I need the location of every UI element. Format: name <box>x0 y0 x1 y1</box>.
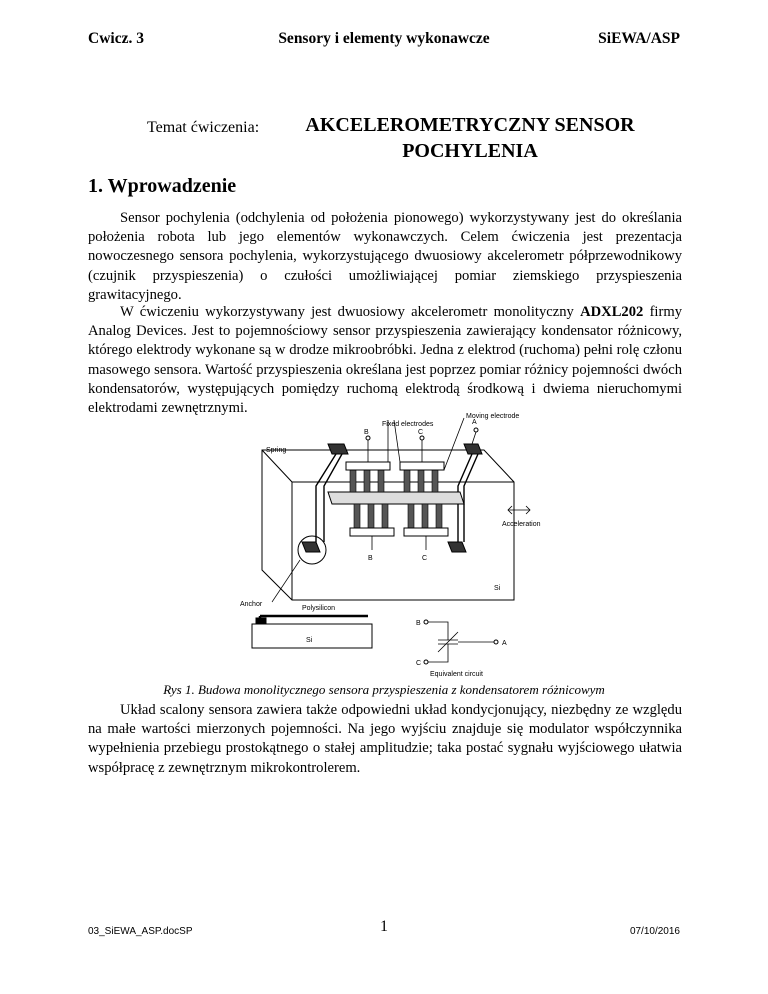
figure-caption: Rys 1. Budowa monolitycznego sensora przyspieszenia z kondensatorem różnicowym <box>163 682 605 697</box>
circuit-b-label: B <box>416 620 421 627</box>
terminal-a-top-label: A <box>472 419 477 426</box>
circuit-terminal-b <box>424 620 428 624</box>
paragraph-3 <box>88 701 682 778</box>
footer-filename: 03_SiEWA_ASP.docSP <box>88 926 193 937</box>
spring-label: Spring <box>266 447 287 454</box>
anchor-label: Anchor <box>240 601 263 608</box>
sensor-diagram <box>232 410 541 680</box>
paragraph-2-rest: firmy Analog Devices. Jest to pojemnościowy sensor przyspieszenia zawierający kondensator różnicowy, którego elektrody wykonane są w drodze mikroobróbki. Jedna z elektrod (ruchoma) pełni rolę członu masowego sensora. Wartość przyspieszenia określana jest poprzez pomiar różnicy pojemności dwóch kondensatorów, występujących pomiędzy ruchomą elektrodą środkową i dwiema nieruchomymi elektrodami zewnętrznymi. <box>88 304 682 417</box>
terminal-b-top <box>366 436 370 440</box>
circuit-c-label: C <box>416 660 422 667</box>
title-line-2: POCHYLENIA <box>402 140 538 162</box>
footer-date: 07/10/2016 <box>629 926 680 937</box>
terminal-b-top-label: B <box>364 429 369 436</box>
paragraph-3-text: Układ scalony sensora zawiera także odpowiedni układ kondycjonujący, niezbędny ze względu na małe wartości mierzonych pojemności. Na jego wyjściu znajduje się modulator współczynnika wypełnienia przebiegu prostokątnego o stałej amplitudzie; taka postać sygnału wyjściowego ułatwia współpracę z zewnętrznym mikrokontrolerem. <box>88 702 682 776</box>
fixed-electrodes-label: Fixed electrodes <box>382 421 434 428</box>
terminal-c-top-label: C <box>418 429 424 436</box>
circuit-terminal-a <box>494 640 498 644</box>
section-heading: 1. Wprowadzenie <box>88 175 237 197</box>
header-code: SiEWA/ASP <box>598 30 680 47</box>
acceleration-arrow-icon <box>508 506 530 514</box>
acceleration-label: Acceleration <box>502 521 541 528</box>
terminal-c-top <box>420 436 424 440</box>
page-number: 1 <box>380 918 388 935</box>
topic-label: Temat ćwiczenia: <box>147 119 260 136</box>
equivalent-circuit-label: Equivalent circuit <box>430 671 483 678</box>
moving-electrode-label: Moving electrode <box>466 413 520 420</box>
terminal-b-bottom-label: B <box>368 555 373 562</box>
terminal-c-bottom-label: C <box>422 555 428 562</box>
polysilicon-label: Polysilicon <box>302 605 336 612</box>
circuit-a-label: A <box>502 640 507 647</box>
device-name: ADXL202 <box>580 304 644 320</box>
paragraph-2 <box>88 303 682 418</box>
page-title <box>300 112 640 164</box>
paragraph-1-text: Sensor pochylenia (odchylenia od położenia pionowego) wykorzystywany jest do określania położenia robota lub jego elementów wykonawczych. Celem ćwiczenia jest prezentacja nowoczesnego sensora pochylenia, wykorzystującego dwuosiowy akcelerometr półprzewodnikowy (czujnik przyspieszenia) o czułości umożliwiającej pomiar ziemskiego przyspieszenia grawitacyjnego. <box>88 210 682 303</box>
header-course: Cwicz. 3 <box>88 30 144 47</box>
title-line-1: AKCELEROMETRYCZNY SENSOR <box>305 114 635 136</box>
si-layer-label: Si <box>306 637 313 644</box>
paragraph-2-start: W ćwiczeniu wykorzystywany jest dwuosiowy akcelerometr monolityczny <box>120 304 581 320</box>
header-subject: Sensory i elementy wykonawcze <box>278 30 490 47</box>
terminal-a-top <box>474 428 478 432</box>
paragraph-2-text <box>88 303 682 418</box>
circuit-terminal-c <box>424 660 428 664</box>
equivalent-circuit <box>428 622 494 662</box>
moving-beam <box>328 492 464 504</box>
sensor-figure <box>232 410 541 680</box>
paragraph-1 <box>88 209 682 305</box>
si-label: Si <box>494 585 501 592</box>
